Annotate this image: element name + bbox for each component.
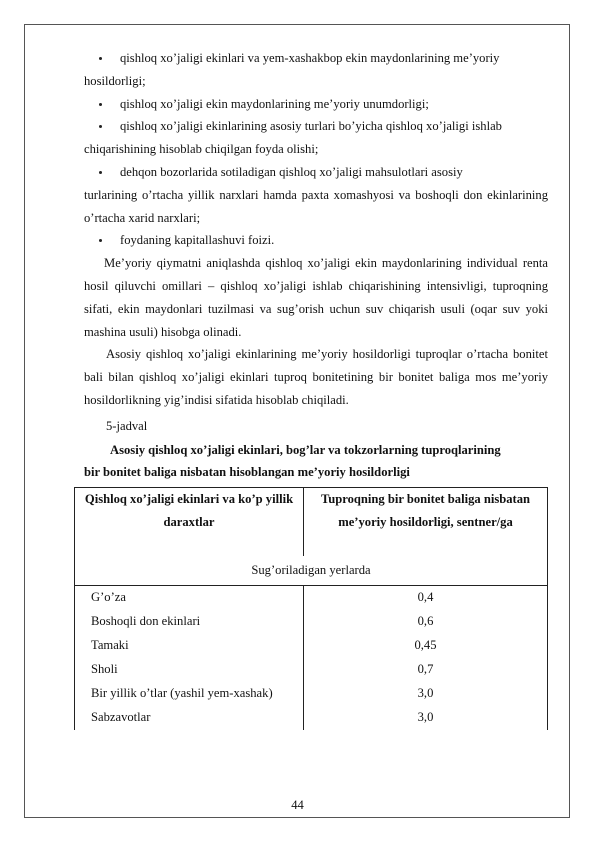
list-item [84,47,548,93]
table-cell-crop: Tamaki [75,634,304,658]
table-title [84,439,548,485]
table-label: 5-jadval [106,418,148,433]
page-number: 44 [291,798,304,812]
list-item-text: qishloq xo’jaligi ekinlari va yem-xashakbop ekin maydonlarining me’yoriy [120,51,500,65]
list-item [84,229,548,252]
table-cell-crop: Bir yillik o’tlar (yashil yem-xashak) [75,682,304,706]
table-cell-value: 3,0 [304,706,548,730]
table-row [75,682,548,706]
table-cell-crop: Boshoqli don ekinlari [75,610,304,634]
paragraph: Asosiy qishloq xo’jaligi ekinlarining me’yoriy hosildorligi tuproqlar o’rtacha bonitet bali bilan qishloq xo’jaligi ekinlari tuproq bonitetining bir bonitet baliga mos me’yoriy hosildorlikning yig’indisi sifatida hisoblab chiqiladi. [84,347,548,407]
paragraph: Me’yoriy qiymatni aniqlashda qishloq xo’jaligi ekin maydonlarining individual renta hosil qiluvchi omillari – qishloq xo’jaligi ishlab chiqarishining intensivligi, tuproqning sifati, ekin maydonlari tuzilmasi va sug’orish uchun suv chiqarish usuli (oqar suv yoki mashina usuli) hisobga olinadi. [84,256,548,339]
bullet-icon [99,57,102,60]
table-cell-value: 0,4 [304,586,548,611]
list-item [84,93,548,116]
bullet-icon [99,171,102,174]
bullet-icon [99,125,102,128]
table-section-label: Sug’oriladigan yerlarda [75,556,548,586]
bullet-icon [99,239,102,242]
list-item-text: qishloq xo’jaligi ekinlarining asosiy turlari bo’yicha qishloq xo’jaligi ishlab [120,119,502,134]
table-title-line: bir bonitet baliga nisbatan hisoblangan me’yoriy hosildorligi [84,465,410,480]
table-row [75,610,548,634]
column-header: Qishloq xo’jaligi ekinlari va ko’p yillik daraxtlar [75,488,304,557]
list-item-text: dehqon bozorlarida sotiladigan qishloq xo’jaligi mahsulotlari asosiy [120,164,463,179]
data-table [74,487,548,730]
list-item-text-cont: turlarining o’rtacha yillik narxlari hamda paxta xomashyosi va boshoqli don ekinlarining o’rtacha xarid narxlari; [84,187,548,225]
page-content [84,47,548,730]
table-row [75,706,548,730]
list-item-text-cont: chiqarishining hisoblab chiqilgan foyda olishi; [84,142,319,157]
bullet-icon [99,103,102,106]
column-header: Tuproqning bir bonitet baliga nisbatan me’yoriy hosildorligi, sentner/ga [304,488,548,557]
table-cell-value: 0,7 [304,658,548,682]
table-cell-value: 0,6 [304,610,548,634]
list-item-text: qishloq xo’jaligi ekin maydonlarining me’yoriy unumdorligi; [120,96,429,111]
table-title-line: Asosiy qishloq xo’jaligi ekinlari, bog’lar va tokzorlarning tuproqlarining [110,442,501,457]
table-section-row [75,556,548,586]
table-row [75,658,548,682]
table-cell-crop: Sholi [75,658,304,682]
table-cell-crop: G’o’za [75,586,304,611]
table-cell-crop: Sabzavotlar [75,706,304,730]
table-row [75,586,548,611]
table-row [75,634,548,658]
list-item-text-cont: hosildorligi; [84,73,146,88]
list-item [84,161,548,229]
table-cell-value: 3,0 [304,682,548,706]
list-item [84,115,548,161]
list-item-text: foydaning kapitallashuvi foizi. [120,233,275,248]
table-header-row [75,488,548,557]
table-cell-value: 0,45 [304,634,548,658]
